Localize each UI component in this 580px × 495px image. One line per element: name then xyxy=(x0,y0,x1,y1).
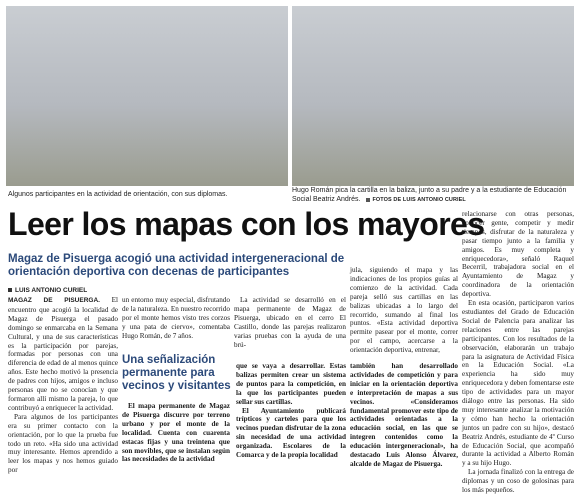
body-column-2 xyxy=(122,296,230,344)
photo-caption-left-text: Algunos participantes en la actividad de orientación, con sus diplomas. xyxy=(8,191,228,198)
photo-credit xyxy=(366,196,465,205)
dateline: MAGAZ DE PISUERGA. xyxy=(8,297,100,304)
photo-participants-with-diplomas xyxy=(6,6,288,186)
body-paragraph: jula, siguiendo el mapa y las indicaciones de los propios guías al comienzo de la actividad. Cada pareja selló sus cartillas en las balizas ubicadas a lo largo del recorrido, sumando al final los puntos. «Esta actividad deportiva permite pasear por el monte, correr por el campo, acercarse a la orientación deportiva, entrenar, xyxy=(350,266,458,355)
photo-caption-right-text: Hugo Román pica la cartilla en la baliza, junto a su padre y a la estudiante de Educación Social Beatriz Andrés. xyxy=(292,187,567,203)
photo-hugo-roman-at-checkpoint xyxy=(292,6,574,186)
sidebar-column-3 xyxy=(350,362,458,482)
byline-square-icon xyxy=(8,288,12,292)
sidebar-heading: Una señalización permanente para vecinos y visitantes xyxy=(122,354,231,392)
body-paragraph: La jornada finalizó con la entrega de diplomas y un coso de golosinas para los más pequeños. xyxy=(462,468,574,495)
sidebar-column-2 xyxy=(236,362,346,482)
photo-caption-left xyxy=(8,190,286,199)
sidebar-paragraph: también han desarrollado actividades de competición y para iniciar en la orientación deportiva e interpretación de mapas a sus vecinos. «Consideramos fundamental promover este tipo de actividades orientadas a la educación social, en las que se integren contenidos como la educación intergeneracional», ha destacado Luis Alonso Álvarez, alcalde de Magaz de Pisuerga. xyxy=(350,362,458,468)
body-paragraph: Para algunos de los participantes era su primer contacto con la orientación, por lo que la prueba fue todo un reto. «Ha sido una actividad muy interesante. Hemos aprendido a leer los mapas y nos hemos guiado por xyxy=(8,412,118,475)
photo-credit-text: FOTOS DE LUIS ANTONIO CURIEL xyxy=(372,197,466,203)
sidebar-column-1 xyxy=(122,402,230,482)
subheadline: Magaz de Pisuerga acogió una actividad intergeneracional de orientación deportiva con decenas de participantes xyxy=(8,253,345,278)
sidebar-paragraph: El mapa permanente de Magaz de Pisuerga discurre por terreno urbano y por el monte de la localidad. Cuenta con cuarenta estacas fijas y una treintena que son movibles, que se instalan según las necesidades de la actividad xyxy=(122,402,230,464)
byline-author: LUIS ANTONIO CURIEL xyxy=(15,287,88,294)
body-paragraph xyxy=(8,296,118,413)
byline xyxy=(8,287,87,295)
credit-square-icon xyxy=(366,198,370,202)
body-column-1 xyxy=(8,296,118,482)
body-column-5 xyxy=(462,210,574,495)
body-paragraph: La actividad se desarrolló en el mapa permanente de Magaz de Pisuerga, ubicado en el cerro El Castillo, donde las parejas realizaron varias pruebas con la ayuda de una brú- xyxy=(234,296,346,349)
body-paragraph: En esta ocasión, participaron varios estudiantes del Grado de Educación Social de Palencia para analizar las relaciones entre las parejas participantes. Con los resultados de la observación, elaborarán un trabajo para la asignatura de Actividad Física en la Educación Social. «La experiencia ha sido muy enriquecedora y deben fomentarse este tipo de actividades para un mayor diálogo entre las personas. Ha sido muy interesante analizar la motivación y cómo han hecho la orientación juntos un padre con su hijo», destacó Beatriz Andrés, estudiante de 4º Curso de Educación Social, que acompañó durante la actividad a Alberto Román y a su hijo Hugo. xyxy=(462,299,574,468)
photo-caption-right xyxy=(292,186,576,205)
body-column-3 xyxy=(234,296,346,349)
sidebar-paragraph: El Ayuntamiento publicará trípticos y carteles para que los vecinos puedan disfrutar de la zona sin necesidad de una actividad organizada. Escolares de la Comarca y de la propia localidad xyxy=(236,406,346,460)
sidebar-paragraph: que se vaya a desarrollar. Estas balizas permiten crear un sistema de puntos para la competición, en la que los participantes pueden sellar sus cartillas. xyxy=(236,362,346,406)
headline: Leer los mapas con los mayores xyxy=(8,206,485,242)
body-text: El encuentro que acogió la localidad de Magaz de Pisuerga el pasado domingo se enmarcaba en la Semana Cultural, y una de sus características es la participación por parejas, formadas por personas con una diferencia de edad de al menos quince años. Este hecho motivó la presencia de padres con hijos, amigos e incluso personas que no se conocían y que formaron allí mismo la pareja, lo que contribuyó a enriquecer la actividad. xyxy=(8,296,118,412)
body-column-4 xyxy=(350,266,458,358)
body-paragraph: relacionarse con otras personas, conocer gente, competir y medir tiempos, disfrutar de la naturaleza y pasar tiempo junto a la familia y amigos. Es muy completa y enriquecedora», señaló Raquel Becerril, trabajadora social en el Ayuntamiento de Magaz y coordinadora de la orientación deportiva. xyxy=(462,210,574,299)
body-paragraph: un entorno muy especial, disfrutando de la naturaleza. En nuestro recorrido por el monte hemos visto tres corzos y una pata de ciervo», comentaba Hugo Román, de 7 años. xyxy=(122,296,230,340)
